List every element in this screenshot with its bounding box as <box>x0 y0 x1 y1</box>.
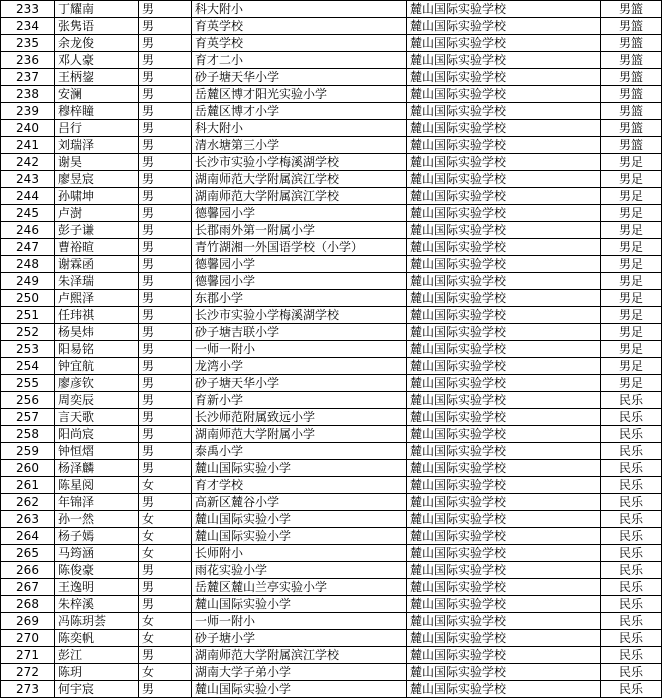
student-name-cell: 陈星阅 <box>55 477 139 494</box>
primary-school-cell: 育才二小 <box>192 52 407 69</box>
admitted-school-cell: 麓山国际实验学校 <box>407 307 601 324</box>
table-row <box>1 222 662 239</box>
gender-cell: 男 <box>139 205 192 222</box>
admitted-school-cell: 麓山国际实验学校 <box>407 137 601 154</box>
program-cell: 男足 <box>601 205 662 222</box>
gender-cell: 男 <box>139 137 192 154</box>
primary-school-cell: 长师附小 <box>192 545 407 562</box>
table-row <box>1 426 662 443</box>
gender-cell: 男 <box>139 647 192 664</box>
row-number-cell: 237 <box>1 69 55 86</box>
program-cell: 男足 <box>601 222 662 239</box>
table-row <box>1 647 662 664</box>
primary-school-cell: 德馨园小学 <box>192 256 407 273</box>
row-number-cell: 245 <box>1 205 55 222</box>
gender-cell: 男 <box>139 392 192 409</box>
primary-school-cell: 德馨园小学 <box>192 273 407 290</box>
primary-school-cell: 湖南师范大学附属滨江学校 <box>192 171 407 188</box>
admitted-school-cell: 麓山国际实验学校 <box>407 341 601 358</box>
table-row <box>1 137 662 154</box>
admitted-school-cell: 麓山国际实验学校 <box>407 290 601 307</box>
admitted-school-cell: 麓山国际实验学校 <box>407 103 601 120</box>
row-number-cell: 262 <box>1 494 55 511</box>
table-row <box>1 69 662 86</box>
table-row <box>1 494 662 511</box>
student-name-cell: 曹裕暄 <box>55 239 139 256</box>
program-cell: 男篮 <box>601 103 662 120</box>
program-cell: 民乐 <box>601 494 662 511</box>
row-number-cell: 271 <box>1 647 55 664</box>
admitted-school-cell: 麓山国际实验学校 <box>407 239 601 256</box>
program-cell: 民乐 <box>601 409 662 426</box>
primary-school-cell: 湖南师范大学附属滨江学校 <box>192 647 407 664</box>
student-name-cell: 谢霖函 <box>55 256 139 273</box>
admitted-school-cell: 麓山国际实验学校 <box>407 596 601 613</box>
student-name-cell: 陈俊豪 <box>55 562 139 579</box>
table-row <box>1 562 662 579</box>
admitted-school-cell: 麓山国际实验学校 <box>407 664 601 681</box>
gender-cell: 女 <box>139 477 192 494</box>
row-number-cell: 258 <box>1 426 55 443</box>
admitted-school-cell: 麓山国际实验学校 <box>407 375 601 392</box>
primary-school-cell: 东郡小学 <box>192 290 407 307</box>
primary-school-cell: 麓山国际实验小学 <box>192 681 407 698</box>
primary-school-cell: 清水塘第三小学 <box>192 137 407 154</box>
primary-school-cell: 岳麓区博才小学 <box>192 103 407 120</box>
program-cell: 民乐 <box>601 630 662 647</box>
admitted-school-cell: 麓山国际实验学校 <box>407 120 601 137</box>
program-cell: 民乐 <box>601 681 662 698</box>
table-row <box>1 375 662 392</box>
table-row <box>1 545 662 562</box>
table-row <box>1 103 662 120</box>
student-name-cell: 钟宜航 <box>55 358 139 375</box>
row-number-cell: 247 <box>1 239 55 256</box>
program-cell: 民乐 <box>601 528 662 545</box>
program-cell: 男足 <box>601 341 662 358</box>
admitted-school-cell: 麓山国际实验学校 <box>407 511 601 528</box>
admitted-school-cell: 麓山国际实验学校 <box>407 324 601 341</box>
primary-school-cell: 高新区麓谷小学 <box>192 494 407 511</box>
table-row <box>1 681 662 698</box>
student-name-cell: 穆梓瞳 <box>55 103 139 120</box>
program-cell: 男足 <box>601 256 662 273</box>
gender-cell: 男 <box>139 409 192 426</box>
student-name-cell: 钟恒熠 <box>55 443 139 460</box>
table-row <box>1 205 662 222</box>
program-cell: 民乐 <box>601 392 662 409</box>
table-row <box>1 392 662 409</box>
row-number-cell: 251 <box>1 307 55 324</box>
row-number-cell: 252 <box>1 324 55 341</box>
gender-cell: 男 <box>139 18 192 35</box>
table-row <box>1 154 662 171</box>
student-name-cell: 谢昊 <box>55 154 139 171</box>
student-name-cell: 杨昊炜 <box>55 324 139 341</box>
admitted-school-cell: 麓山国际实验学校 <box>407 52 601 69</box>
primary-school-cell: 龙湾小学 <box>192 358 407 375</box>
program-cell: 男足 <box>601 239 662 256</box>
row-number-cell: 240 <box>1 120 55 137</box>
primary-school-cell: 麓山国际实验小学 <box>192 596 407 613</box>
table-row <box>1 1 662 18</box>
gender-cell: 男 <box>139 443 192 460</box>
program-cell: 民乐 <box>601 579 662 596</box>
row-number-cell: 270 <box>1 630 55 647</box>
student-name-cell: 张隽语 <box>55 18 139 35</box>
table-row <box>1 35 662 52</box>
row-number-cell: 255 <box>1 375 55 392</box>
student-name-cell: 安澜 <box>55 86 139 103</box>
roster-table-body <box>1 1 662 698</box>
program-cell: 男篮 <box>601 120 662 137</box>
primary-school-cell: 麓山国际实验小学 <box>192 528 407 545</box>
row-number-cell: 260 <box>1 460 55 477</box>
admitted-school-cell: 麓山国际实验学校 <box>407 188 601 205</box>
program-cell: 民乐 <box>601 477 662 494</box>
program-cell: 男足 <box>601 273 662 290</box>
student-name-cell: 冯陈玥荟 <box>55 613 139 630</box>
primary-school-cell: 长郡雨外第一附属小学 <box>192 222 407 239</box>
student-name-cell: 任玮祺 <box>55 307 139 324</box>
row-number-cell: 265 <box>1 545 55 562</box>
admitted-school-cell: 麓山国际实验学校 <box>407 630 601 647</box>
primary-school-cell: 一师一附小 <box>192 341 407 358</box>
gender-cell: 男 <box>139 52 192 69</box>
gender-cell: 男 <box>139 681 192 698</box>
admitted-school-cell: 麓山国际实验学校 <box>407 18 601 35</box>
admitted-school-cell: 麓山国际实验学校 <box>407 358 601 375</box>
gender-cell: 男 <box>139 154 192 171</box>
program-cell: 男篮 <box>601 137 662 154</box>
program-cell: 男篮 <box>601 52 662 69</box>
primary-school-cell: 育英学校 <box>192 35 407 52</box>
table-row <box>1 511 662 528</box>
student-name-cell: 刘瑞泽 <box>55 137 139 154</box>
gender-cell: 男 <box>139 562 192 579</box>
student-name-cell: 孙一然 <box>55 511 139 528</box>
student-name-cell: 丁耀南 <box>55 1 139 18</box>
primary-school-cell: 德馨园小学 <box>192 205 407 222</box>
gender-cell: 男 <box>139 188 192 205</box>
student-name-cell: 言天歌 <box>55 409 139 426</box>
row-number-cell: 257 <box>1 409 55 426</box>
primary-school-cell: 雨花实验小学 <box>192 562 407 579</box>
table-row <box>1 171 662 188</box>
row-number-cell: 254 <box>1 358 55 375</box>
primary-school-cell: 湖南师范大学附属滨江学校 <box>192 188 407 205</box>
primary-school-cell: 长沙师范附属致远小学 <box>192 409 407 426</box>
primary-school-cell: 长沙市实验小学梅溪湖学校 <box>192 154 407 171</box>
primary-school-cell: 砂子塘天华小学 <box>192 375 407 392</box>
admitted-school-cell: 麓山国际实验学校 <box>407 222 601 239</box>
table-row <box>1 630 662 647</box>
gender-cell: 男 <box>139 35 192 52</box>
gender-cell: 男 <box>139 1 192 18</box>
student-name-cell: 周奕辰 <box>55 392 139 409</box>
table-row <box>1 664 662 681</box>
student-name-cell: 马筠涵 <box>55 545 139 562</box>
gender-cell: 女 <box>139 613 192 630</box>
program-cell: 男篮 <box>601 35 662 52</box>
row-number-cell: 272 <box>1 664 55 681</box>
primary-school-cell: 育新小学 <box>192 392 407 409</box>
table-row <box>1 18 662 35</box>
admitted-school-cell: 麓山国际实验学校 <box>407 171 601 188</box>
program-cell: 男足 <box>601 188 662 205</box>
row-number-cell: 243 <box>1 171 55 188</box>
student-name-cell: 彭江 <box>55 647 139 664</box>
program-cell: 民乐 <box>601 443 662 460</box>
student-name-cell: 彭子谦 <box>55 222 139 239</box>
program-cell: 男篮 <box>601 18 662 35</box>
table-row <box>1 358 662 375</box>
student-name-cell: 王柄鋆 <box>55 69 139 86</box>
admitted-school-cell: 麓山国际实验学校 <box>407 613 601 630</box>
admitted-school-cell: 麓山国际实验学校 <box>407 409 601 426</box>
gender-cell: 男 <box>139 273 192 290</box>
student-name-cell: 杨泽麟 <box>55 460 139 477</box>
student-name-cell: 朱泽瑞 <box>55 273 139 290</box>
admitted-school-cell: 麓山国际实验学校 <box>407 647 601 664</box>
gender-cell: 男 <box>139 375 192 392</box>
primary-school-cell: 一师一附小 <box>192 613 407 630</box>
admitted-school-cell: 麓山国际实验学校 <box>407 205 601 222</box>
table-row <box>1 613 662 630</box>
table-row <box>1 86 662 103</box>
table-row <box>1 52 662 69</box>
admitted-school-cell: 麓山国际实验学校 <box>407 273 601 290</box>
program-cell: 男足 <box>601 358 662 375</box>
table-row <box>1 460 662 477</box>
primary-school-cell: 砂子塘小学 <box>192 630 407 647</box>
table-row <box>1 290 662 307</box>
admitted-school-cell: 麓山国际实验学校 <box>407 477 601 494</box>
row-number-cell: 263 <box>1 511 55 528</box>
gender-cell: 男 <box>139 596 192 613</box>
gender-cell: 男 <box>139 460 192 477</box>
row-number-cell: 241 <box>1 137 55 154</box>
program-cell: 民乐 <box>601 562 662 579</box>
row-number-cell: 259 <box>1 443 55 460</box>
row-number-cell: 235 <box>1 35 55 52</box>
table-row <box>1 579 662 596</box>
program-cell: 男足 <box>601 375 662 392</box>
row-number-cell: 233 <box>1 1 55 18</box>
primary-school-cell: 泰禹小学 <box>192 443 407 460</box>
program-cell: 男篮 <box>601 1 662 18</box>
program-cell: 民乐 <box>601 460 662 477</box>
admitted-school-cell: 麓山国际实验学校 <box>407 460 601 477</box>
table-row <box>1 341 662 358</box>
admitted-school-cell: 麓山国际实验学校 <box>407 579 601 596</box>
program-cell: 男足 <box>601 324 662 341</box>
row-number-cell: 269 <box>1 613 55 630</box>
gender-cell: 男 <box>139 358 192 375</box>
program-cell: 民乐 <box>601 647 662 664</box>
program-cell: 民乐 <box>601 664 662 681</box>
admitted-school-cell: 麓山国际实验学校 <box>407 69 601 86</box>
program-cell: 男篮 <box>601 69 662 86</box>
table-row <box>1 239 662 256</box>
student-name-cell: 孙啸坤 <box>55 188 139 205</box>
primary-school-cell: 砂子塘天华小学 <box>192 69 407 86</box>
student-name-cell: 年锦泽 <box>55 494 139 511</box>
student-name-cell: 陈奕帆 <box>55 630 139 647</box>
gender-cell: 女 <box>139 511 192 528</box>
table-row <box>1 273 662 290</box>
gender-cell: 男 <box>139 256 192 273</box>
student-name-cell: 杨子嫣 <box>55 528 139 545</box>
admitted-school-cell: 麓山国际实验学校 <box>407 86 601 103</box>
primary-school-cell: 麓山国际实验小学 <box>192 511 407 528</box>
row-number-cell: 253 <box>1 341 55 358</box>
program-cell: 民乐 <box>601 545 662 562</box>
student-name-cell: 陈玥 <box>55 664 139 681</box>
row-number-cell: 261 <box>1 477 55 494</box>
primary-school-cell: 育才学校 <box>192 477 407 494</box>
gender-cell: 女 <box>139 630 192 647</box>
table-row <box>1 409 662 426</box>
student-name-cell: 吕行 <box>55 120 139 137</box>
table-row <box>1 307 662 324</box>
admitted-school-cell: 麓山国际实验学校 <box>407 35 601 52</box>
primary-school-cell: 长沙市实验小学梅溪湖学校 <box>192 307 407 324</box>
row-number-cell: 246 <box>1 222 55 239</box>
table-row <box>1 443 662 460</box>
student-name-cell: 卢熙泽 <box>55 290 139 307</box>
student-name-cell: 何宇宸 <box>55 681 139 698</box>
primary-school-cell: 科大附小 <box>192 1 407 18</box>
program-cell: 男篮 <box>601 86 662 103</box>
student-name-cell: 廖昱宸 <box>55 171 139 188</box>
row-number-cell: 273 <box>1 681 55 698</box>
student-name-cell: 朱梓溪 <box>55 596 139 613</box>
table-row <box>1 477 662 494</box>
row-number-cell: 236 <box>1 52 55 69</box>
admitted-school-cell: 麓山国际实验学校 <box>407 392 601 409</box>
row-number-cell: 239 <box>1 103 55 120</box>
gender-cell: 男 <box>139 579 192 596</box>
row-number-cell: 234 <box>1 18 55 35</box>
table-row <box>1 120 662 137</box>
admitted-school-cell: 麓山国际实验学校 <box>407 681 601 698</box>
row-number-cell: 242 <box>1 154 55 171</box>
program-cell: 民乐 <box>601 596 662 613</box>
gender-cell: 男 <box>139 222 192 239</box>
gender-cell: 女 <box>139 664 192 681</box>
gender-cell: 男 <box>139 324 192 341</box>
row-number-cell: 266 <box>1 562 55 579</box>
program-cell: 民乐 <box>601 613 662 630</box>
row-number-cell: 267 <box>1 579 55 596</box>
admitted-school-cell: 麓山国际实验学校 <box>407 528 601 545</box>
admitted-school-cell: 麓山国际实验学校 <box>407 154 601 171</box>
admitted-school-cell: 麓山国际实验学校 <box>407 494 601 511</box>
gender-cell: 男 <box>139 239 192 256</box>
primary-school-cell: 岳麓区博才阳光实验小学 <box>192 86 407 103</box>
admitted-school-cell: 麓山国际实验学校 <box>407 545 601 562</box>
primary-school-cell: 湖南师范大学附属小学 <box>192 426 407 443</box>
primary-school-cell: 岳麓区麓山兰亭实验小学 <box>192 579 407 596</box>
program-cell: 男足 <box>601 171 662 188</box>
student-name-cell: 廖彦钦 <box>55 375 139 392</box>
admitted-school-cell: 麓山国际实验学校 <box>407 443 601 460</box>
gender-cell: 男 <box>139 341 192 358</box>
admitted-school-cell: 麓山国际实验学校 <box>407 1 601 18</box>
program-cell: 民乐 <box>601 511 662 528</box>
student-name-cell: 阳易铭 <box>55 341 139 358</box>
gender-cell: 男 <box>139 307 192 324</box>
table-row <box>1 596 662 613</box>
row-number-cell: 250 <box>1 290 55 307</box>
admitted-school-cell: 麓山国际实验学校 <box>407 562 601 579</box>
program-cell: 男足 <box>601 307 662 324</box>
primary-school-cell: 育英学校 <box>192 18 407 35</box>
table-row <box>1 256 662 273</box>
row-number-cell: 244 <box>1 188 55 205</box>
program-cell: 民乐 <box>601 426 662 443</box>
primary-school-cell: 麓山国际实验小学 <box>192 460 407 477</box>
row-number-cell: 256 <box>1 392 55 409</box>
program-cell: 男足 <box>601 290 662 307</box>
gender-cell: 女 <box>139 528 192 545</box>
table-row <box>1 188 662 205</box>
program-cell: 男足 <box>601 154 662 171</box>
row-number-cell: 248 <box>1 256 55 273</box>
row-number-cell: 238 <box>1 86 55 103</box>
gender-cell: 男 <box>139 69 192 86</box>
row-number-cell: 249 <box>1 273 55 290</box>
gender-cell: 男 <box>139 120 192 137</box>
row-number-cell: 268 <box>1 596 55 613</box>
student-name-cell: 卢澍 <box>55 205 139 222</box>
gender-cell: 男 <box>139 171 192 188</box>
admitted-school-cell: 麓山国际实验学校 <box>407 426 601 443</box>
student-name-cell: 王逸明 <box>55 579 139 596</box>
primary-school-cell: 湖南大学子弟小学 <box>192 664 407 681</box>
table-row <box>1 324 662 341</box>
admitted-school-cell: 麓山国际实验学校 <box>407 256 601 273</box>
table-row <box>1 528 662 545</box>
gender-cell: 男 <box>139 494 192 511</box>
gender-cell: 男 <box>139 290 192 307</box>
gender-cell: 男 <box>139 103 192 120</box>
gender-cell: 男 <box>139 426 192 443</box>
primary-school-cell: 青竹湖湘一外国语学校（小学） <box>192 239 407 256</box>
gender-cell: 男 <box>139 86 192 103</box>
gender-cell: 女 <box>139 545 192 562</box>
student-name-cell: 余龙俊 <box>55 35 139 52</box>
row-number-cell: 264 <box>1 528 55 545</box>
primary-school-cell: 砂子塘吉联小学 <box>192 324 407 341</box>
primary-school-cell: 科大附小 <box>192 120 407 137</box>
student-name-cell: 阳尚宸 <box>55 426 139 443</box>
student-name-cell: 邓人豪 <box>55 52 139 69</box>
